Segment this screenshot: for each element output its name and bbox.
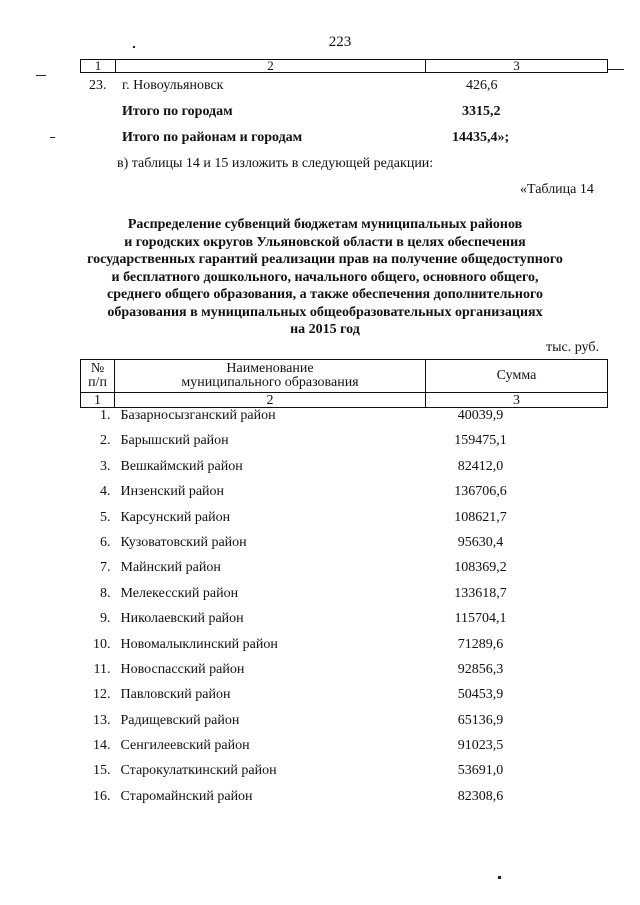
- column-numbers-row: [81, 393, 608, 408]
- row-sum: [426, 459, 608, 484]
- row-name: Павловский район: [120, 687, 231, 703]
- row-name: Новоспасский район: [120, 661, 245, 677]
- table-row: [81, 789, 608, 814]
- row-num: 12.: [93, 687, 111, 703]
- row-num: 14.: [93, 738, 111, 754]
- header-col-1: 1: [81, 60, 116, 72]
- row-num: 3.: [100, 458, 111, 474]
- row-name: Барышский район: [120, 433, 229, 449]
- column-number: 3: [426, 393, 608, 408]
- table-row: [81, 763, 608, 788]
- table-header-row: [81, 360, 608, 393]
- row-num: 15.: [93, 763, 111, 779]
- header-name-line1: Наименование: [226, 361, 314, 376]
- row-sum-value: 53691,0: [457, 763, 504, 779]
- row-name: Николаевский район: [120, 611, 244, 627]
- row-num: 11.: [93, 661, 111, 677]
- row-sum-value: 136706,6: [454, 484, 507, 500]
- scan-mark: [498, 876, 501, 879]
- column-number: 2: [115, 393, 426, 408]
- all-total-value: 14435,4»;: [452, 130, 510, 145]
- row-sum: [426, 713, 608, 738]
- scan-mark: [50, 137, 55, 138]
- row-num: 6.: [100, 534, 111, 550]
- row-name: Базарносызганский район: [120, 408, 276, 423]
- row-sum: [426, 586, 608, 611]
- row-name: Старомайнский район: [120, 788, 253, 804]
- row-sum: [426, 687, 608, 712]
- row-name: Сенгилеевский район: [120, 738, 250, 754]
- row-sum-value: 65136,9: [457, 712, 504, 728]
- row-name: Майнский район: [120, 560, 221, 576]
- table-row: [81, 535, 608, 560]
- title-line: на 2015 год: [290, 322, 360, 337]
- units-label: тыс. руб.: [546, 340, 599, 355]
- row-sum: [426, 662, 608, 687]
- header-sum: Сумма: [426, 360, 608, 393]
- scan-mark: [608, 69, 624, 70]
- row-name: Вешкаймский район: [120, 458, 243, 474]
- row-sum-value: 92856,3: [457, 661, 504, 677]
- row-sum: [426, 560, 608, 585]
- row-sum-value: 133618,7: [454, 585, 507, 601]
- scan-mark: [133, 46, 135, 48]
- table-label: «Таблица 14: [520, 182, 594, 197]
- table-row: [81, 510, 608, 535]
- table-row: [81, 637, 608, 662]
- header-num-line1: №: [90, 361, 105, 376]
- row-sum-value: 50453,9: [457, 687, 504, 703]
- page-number: 223: [328, 34, 352, 50]
- row-num: 9.: [100, 611, 111, 627]
- row-num: 7.: [100, 560, 111, 576]
- instruction-text: в) таблицы 14 и 15 изложить в следующей редакции:: [117, 156, 434, 171]
- row-num: 2.: [100, 433, 111, 449]
- cities-total-value: 3315,2: [462, 104, 501, 119]
- row-sum: [426, 637, 608, 662]
- row-sum-value: 159475,1: [454, 433, 507, 449]
- continued-table-header: [80, 59, 608, 73]
- table-row: [81, 687, 608, 712]
- row-sum: [426, 763, 608, 788]
- table-row: [81, 586, 608, 611]
- table-row: [81, 459, 608, 484]
- row-sum: [426, 510, 608, 535]
- row-sum-value: 95630,4: [457, 534, 504, 550]
- row-num: 4.: [100, 484, 111, 500]
- title-line: среднего общего образования, а также обеспечения дополнительного: [106, 287, 544, 302]
- table-row: [81, 560, 608, 585]
- header-num-line2: п/п: [88, 375, 107, 390]
- row-sum: [426, 611, 608, 636]
- row-num: 1.: [100, 408, 111, 423]
- row-num: 5.: [100, 509, 111, 525]
- table-row: [81, 713, 608, 738]
- table-title: [60, 216, 590, 339]
- row-num: 10.: [93, 636, 111, 652]
- header-col-3: 3: [513, 58, 520, 73]
- row-num: 13.: [93, 712, 111, 728]
- row-sum-value: 82308,6: [457, 788, 504, 804]
- row-name: Кузоватовский район: [120, 534, 247, 550]
- row-sum: [426, 433, 608, 458]
- all-total-label: Итого по районам и городам: [122, 130, 303, 145]
- row-sum: [426, 535, 608, 560]
- row-num: 8.: [100, 585, 111, 601]
- row-sum-value: 115704,1: [454, 611, 507, 627]
- row-sum: [426, 789, 608, 814]
- prev-row-num: 23.: [89, 78, 107, 93]
- column-number: 1: [81, 393, 115, 408]
- subventions-table: [80, 359, 608, 814]
- cities-total-label: Итого по городам: [122, 104, 233, 119]
- table-row: [81, 408, 608, 434]
- row-sum-value: 108621,7: [454, 509, 507, 525]
- header-num: [81, 360, 115, 393]
- prev-row-name: г. Новоульяновск: [122, 78, 224, 93]
- row-sum-value: 40039,9: [457, 408, 504, 423]
- row-sum: [426, 484, 608, 509]
- header-col-2: 2: [116, 60, 426, 72]
- title-line: и бесплатного дошкольного, начального общего, основного общего,: [111, 269, 539, 285]
- row-name: Новомалыклинский район: [120, 636, 278, 652]
- row-sum-value: 82412,0: [457, 458, 504, 474]
- table-row: [81, 611, 608, 636]
- row-sum-value: 71289,6: [457, 636, 504, 652]
- row-name: Мелекесский район: [120, 585, 239, 601]
- row-sum: [426, 408, 608, 434]
- title-line: образования в муниципальных общеобразовательных организациях: [107, 304, 543, 320]
- row-name: Карсунский район: [120, 509, 231, 525]
- row-sum-value: 91023,5: [457, 738, 504, 754]
- title-line: Распределение субвенций бюджетам муниципальных районов: [127, 217, 523, 232]
- prev-row-sum: 426,6: [466, 78, 498, 93]
- row-num: 16.: [93, 788, 111, 804]
- table-row: [81, 484, 608, 509]
- title-line: государственных гарантий реализации прав на получение общедоступного: [87, 252, 563, 267]
- header-name: [115, 360, 426, 393]
- header-name-line2: муниципального образования: [181, 375, 359, 390]
- row-name: Инзенский район: [120, 484, 225, 500]
- scan-mark: [36, 75, 46, 76]
- row-name: Радищевский район: [120, 712, 240, 728]
- table-row: [81, 433, 608, 458]
- table-row: [81, 738, 608, 763]
- row-name: Старокулаткинский район: [120, 763, 277, 779]
- table-row: [81, 662, 608, 687]
- row-sum: [426, 738, 608, 763]
- row-sum-value: 108369,2: [454, 560, 507, 576]
- title-line: и городских округов Ульяновской области в целях обеспечения: [124, 234, 526, 250]
